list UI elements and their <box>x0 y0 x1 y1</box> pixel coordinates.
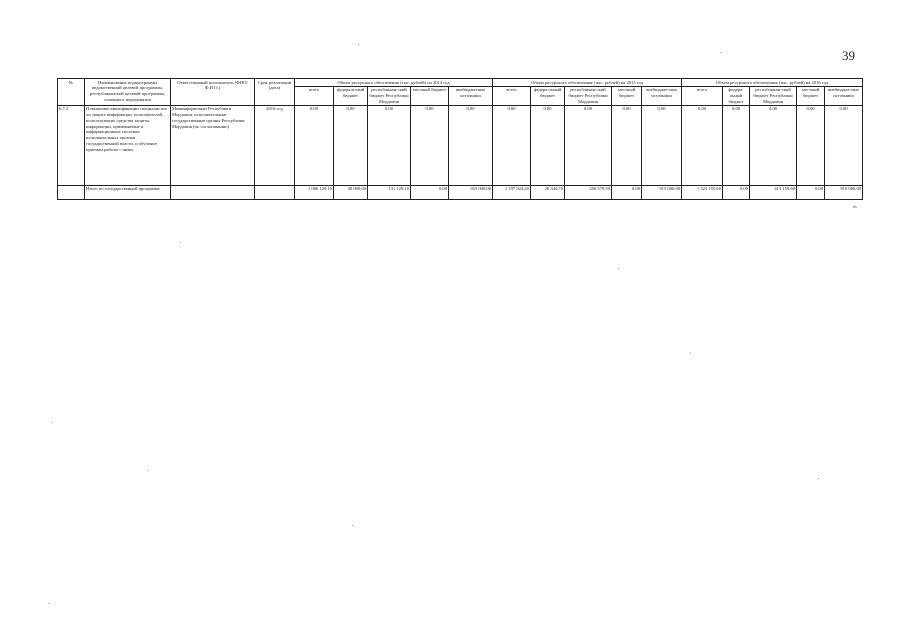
total-value: 1 197 924,20 <box>493 185 531 199</box>
scan-speck <box>52 422 53 423</box>
sub-header: местный бюджет <box>411 86 449 105</box>
total-value: 910 000,00 <box>825 185 863 199</box>
sub-header: республикан-ский бюджет Республики Мордовия <box>750 86 797 105</box>
sub-header: всего <box>493 86 531 105</box>
scan-speck <box>180 242 181 243</box>
sub-header: местный бюджет <box>797 86 825 105</box>
scan-speck <box>690 352 691 353</box>
header-row-groups <box>58 79 863 87</box>
scan-speck <box>818 478 819 479</box>
total-value: 0,00 <box>411 185 449 199</box>
sub-header: внебюджет-ные источники <box>825 86 863 105</box>
total-value: 256 579,50 <box>565 185 612 199</box>
sub-header: всего <box>295 86 334 105</box>
total-value: 1 086 129,10 <box>295 185 334 199</box>
sub-header: внебюджетные источники <box>449 86 493 105</box>
scan-speck <box>48 603 49 604</box>
row-value: 0,00 <box>612 105 642 185</box>
total-value: 915 000,00 <box>642 185 682 199</box>
row-num: 6.7.2 <box>58 105 85 185</box>
header-term: Срок реализации (дата) <box>255 79 295 106</box>
total-term <box>255 185 295 199</box>
scan-speck <box>720 52 721 53</box>
row-value: 0,00 <box>368 105 411 185</box>
total-value: 26 344,70 <box>531 185 565 199</box>
sub-header: внебюджет-ные источники <box>642 86 682 105</box>
total-value: 925 000,00 <box>449 185 493 199</box>
total-responsible <box>171 185 255 199</box>
row-value: 0,00 <box>565 105 612 185</box>
row-responsible: Мининформсвязи Республики Мордовия, исполнительные государственные органы Республики Мордовия (по согласованию) <box>171 105 255 185</box>
scan-speck <box>358 44 359 45</box>
row-value: 0,00 <box>825 105 863 185</box>
sub-header: федера-льный бюджет <box>531 86 565 105</box>
row-value: 0,00 <box>642 105 682 185</box>
total-value: 0,00 <box>612 185 642 199</box>
scan-speck <box>148 470 149 471</box>
scan-speck <box>618 268 619 269</box>
total-value: 413 155,60 <box>750 185 797 199</box>
sub-header: федера-льный бюджет <box>723 86 750 105</box>
row-value: 0,00 <box>531 105 565 185</box>
row-value: 0,00 <box>449 105 493 185</box>
sub-header: федераль-ный бюджет <box>334 86 368 105</box>
sub-header: республикан-ский бюджет Республики Мордовия <box>565 86 612 105</box>
row-value: 0,00 <box>682 105 723 185</box>
row-name: Повышение квалификации специалистов по защите информации, пользователей, использующих средства защиты информации, применяемые в информационных системах исполнительных органов государственной власти, и обучение приемам работы с ними <box>85 105 171 185</box>
total-num <box>58 185 85 199</box>
row-value: 0,00 <box>723 105 750 185</box>
total-value: 0,00 <box>723 185 750 199</box>
row-value: 0,00 <box>334 105 368 185</box>
total-name: Итого по государственной программе <box>85 185 171 199</box>
sub-header: республикан-ский бюджет Республики Мордовия <box>369 87 409 104</box>
row-value: 0,00 <box>295 105 334 185</box>
row-value: 0,00 <box>411 105 449 185</box>
header-responsible: Ответственный исполнитель (ФИО/Ф.И.О.) <box>171 79 255 106</box>
header-group-2016: Объем ресурсного обеспечения (тыс. рублей) на 2016 год <box>682 79 863 87</box>
header-group-2015: Объем ресурсного обеспечения (тыс. рублей) на 2015 год <box>493 79 682 87</box>
closing-quote-mark: ». <box>853 204 858 210</box>
total-value: 131 129,10 <box>368 185 411 199</box>
table-row <box>58 105 863 185</box>
header-name: Наименование подпрограммы ведомственной целевой программы, республиканской целевой программы, основного мероприятия <box>85 79 171 106</box>
header-num: № <box>58 79 85 106</box>
total-value: 0,00 <box>797 185 825 199</box>
sub-header: всего <box>682 86 723 105</box>
page-number: 39 <box>842 48 855 63</box>
sub-header: местный бюджет <box>612 86 642 105</box>
budget-table <box>57 78 863 200</box>
row-value: 0,00 <box>797 105 825 185</box>
total-value: 1 323 155,60 <box>682 185 723 199</box>
row-term: 2016 год <box>255 105 295 185</box>
header-group-2014: Объем ресурсного обеспечения (тыс. рублей) на 2014 год <box>295 79 493 87</box>
total-row <box>58 185 863 199</box>
row-value: 0,00 <box>750 105 797 185</box>
total-value: 30 000,00 <box>334 185 368 199</box>
row-value: 0,00 <box>493 105 531 185</box>
scan-speck <box>352 525 353 526</box>
